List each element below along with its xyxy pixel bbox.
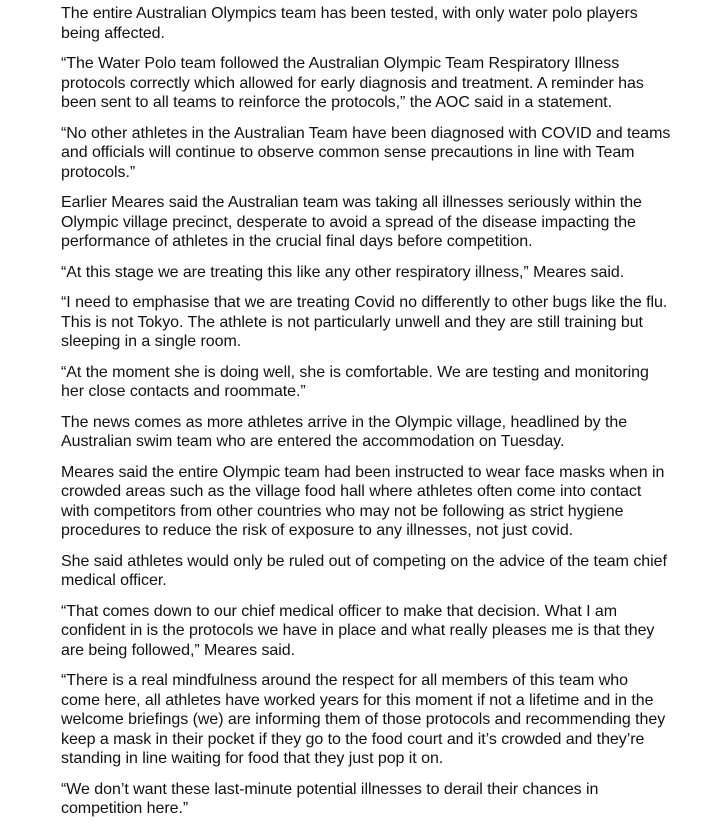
article-paragraph-6: “I need to emphasise that we are treating Covid no differently to other bugs like the flu. This is not Tokyo. The athlete is not particularly unwell and they are still training but sleeping in a single room. (61, 294, 668, 350)
article-paragraph-8: The news comes as more athletes arrive in the Olympic village, headlined by the Australian swim team who are entered the accommodation on Tuesday. (61, 413, 628, 450)
article-paragraph-13: “We don’t want these last-minute potential illnesses to derail their chances in competition here.” (61, 780, 599, 817)
article-paragraph-2: “The Water Polo team followed the Australian Olympic Team Respiratory Illness protocols correctly which allowed for early diagnosis and treatment. A reminder has been sent to all teams to reinforce the protocols,” the AOC said in a statement. (61, 55, 644, 111)
article-paragraph-7: “At the moment she is doing well, she is comfortable. We are testing and monitoring her close contacts and roommate.” (61, 363, 649, 400)
article-paragraph-4: Earlier Meares said the Australian team was taking all illnesses seriously within the Olympic village precinct, desperate to avoid a spread of the disease impacting the performance of athletes in the crucial final days before competition. (61, 194, 642, 250)
article-paragraph-3: “No other athletes in the Australian Team have been diagnosed with COVID and teams and officials will continue to observe common sense precautions in line with Team protocols.” (61, 124, 671, 181)
article-paragraph-12: “There is a real mindfulness around the respect for all members of this team who come here, all athletes have worked years for this moment if not a lifetime and in the welcome briefings (we) are informing them of those protocols and recommending they keep a mask in their pocket if they go to the food court and it’s crowded and they’re standing in line waiting for food that they just pop it on. (61, 672, 666, 767)
article-body (61, 4, 671, 830)
article-paragraph-9: Meares said the entire Olympic team had been instructed to wear face masks when in crowded areas such as the village food hall where athletes often come into contact with competitors from other countries who may not be following as strict hygiene procedures to reduce the risk of exposure to any illnesses, not just covid. (61, 463, 665, 539)
article-paragraph-11: “That comes down to our chief medical officer to make that decision. What I am confident in is the protocols we have in place and what really pleases me is that they are being followed,” Meares said. (61, 602, 655, 659)
article-paragraph-10: She said athletes would only be ruled out of competing on the advice of the team chief medical officer. (61, 552, 667, 589)
article-paragraph-1: The entire Australian Olympics team has been tested, with only water polo players being affected. (61, 5, 638, 42)
article-paragraph-5: “At this stage we are treating this like any other respiratory illness,” Meares said. (61, 263, 625, 281)
